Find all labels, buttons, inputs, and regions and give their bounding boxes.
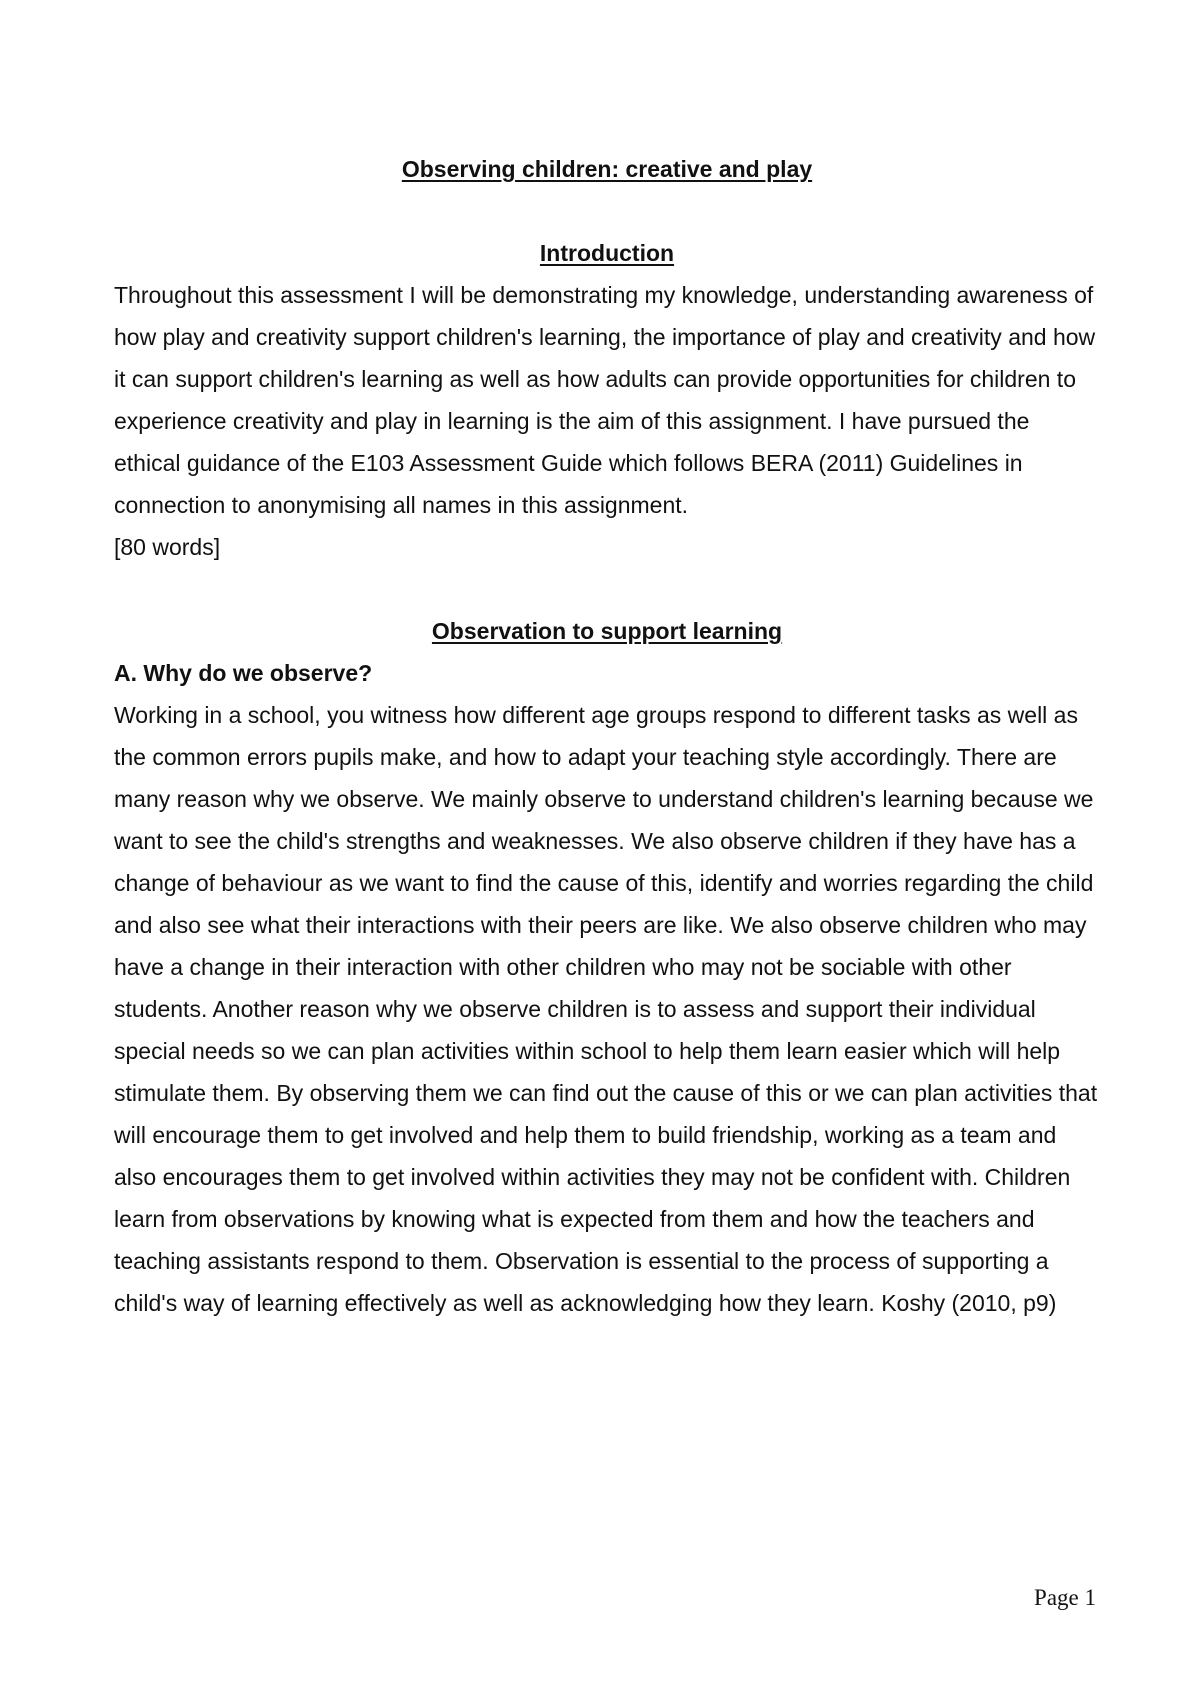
introduction-paragraph: Throughout this assessment I will be demonstrating my knowledge, understanding awareness of how play and creativity support children's learning, the importance of play and creativity and how it can support children's learning as well as how adults can provide opportunities for children to experience creativity and play in learning is the aim of this assignment. I have pursued the ethical guidance of the E103 Assessment Guide which follows BERA (2011) Guidelines in connection to anonymising all names in this assignment. [114, 282, 1096, 518]
document-body [114, 148, 1100, 1324]
document-title: Observing children: creative and play [401, 156, 813, 182]
section-heading-introduction: Introduction [539, 240, 675, 266]
page-number: Page 1 [1034, 1585, 1096, 1610]
subheading-why-observe: A. Why do we observe? [114, 660, 373, 686]
observation-paragraph: Working in a school, you witness how different age groups respond to different tasks as well as the common errors pupils make, and how to adapt your teaching style accordingly. There are many reason why we observe. We mainly observe to understand children's learning because we want to see the child's strengths and weaknesses. We also observe children if they have has a change of behaviour as we want to find the cause of this, identify and worries regarding the child and also see what their interactions with their peers are like. We also observe children who may have a change in their interaction with other children who may not be sociable with other students. Another reason why we observe children is to assess and support their individual special needs so we can plan activities within school to help them learn easier which will help stimulate them. By observing them we can find out the cause of this or we can plan activities that will encourage them to get involved and help them to build friendship, working as a team and also encourages them to get involved within activities they may not be confident with. Children learn from observations by knowing what is expected from them and how the teachers and teaching assistants respond to them. Observation is essential to the process of supporting a child's way of learning effectively as well as acknowledging how they learn. Koshy (2010, p9) [114, 702, 1098, 1316]
section-spacer [114, 568, 1100, 610]
word-count: [80 words] [114, 534, 221, 560]
section-heading-observation: Observation to support learning [431, 618, 783, 644]
